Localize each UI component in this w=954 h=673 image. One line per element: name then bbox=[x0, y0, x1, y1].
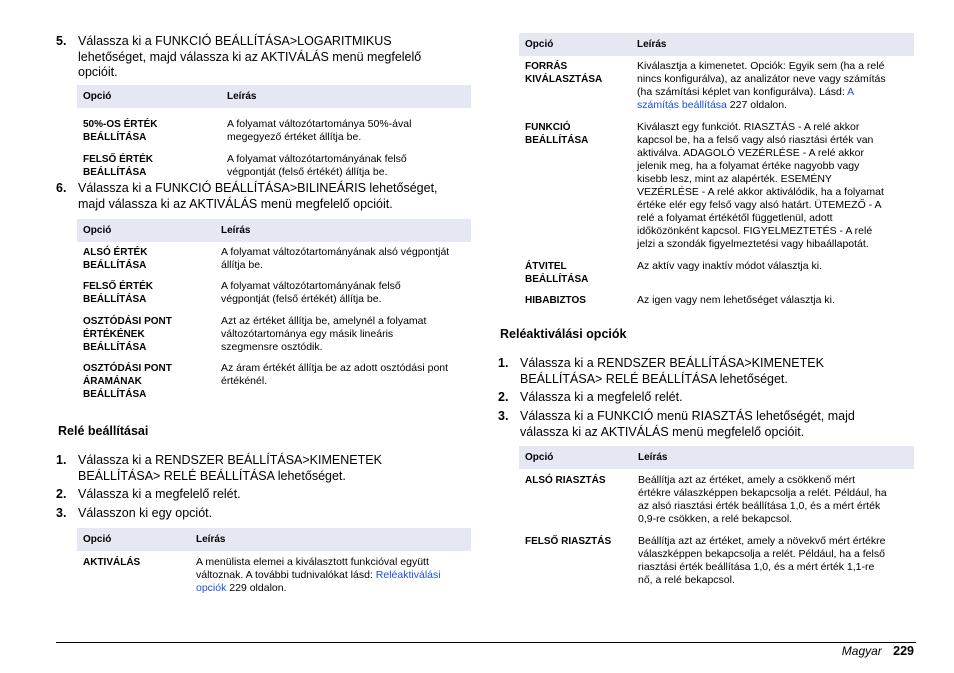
step-text-line: Válassza ki a megfelelő relét. bbox=[78, 487, 241, 501]
step-text-line: Válassza ki a RENDSZER BEÁLLÍTÁSA>KIMENETEK bbox=[520, 356, 824, 370]
table-row bbox=[77, 242, 471, 272]
option-name: FELSŐ ÉRTÉK BEÁLLÍTÁSA bbox=[83, 154, 154, 178]
column-header-option: Opció bbox=[519, 33, 631, 56]
option-description: A menülista elemei a kiválasztott funkcióval együtt változnak. A további tudnivalókat lásd: Reléaktiválási opciók 229 oldalon. bbox=[196, 556, 441, 594]
link-relay-activation-options-cont[interactable]: opciók bbox=[196, 582, 227, 594]
option-description: Az igen vagy nem lehetőséget választja ki. bbox=[637, 294, 835, 306]
table-row bbox=[77, 144, 471, 179]
column-header-description: Leírás bbox=[221, 85, 471, 108]
options-table-alarm bbox=[519, 446, 914, 587]
options-table-relay-setup bbox=[519, 33, 914, 307]
step-text-line: lehetőséget, majd válassza ki az AKTIVÁLÁS menü megfelelő bbox=[78, 49, 422, 64]
option-description: Azt az értéket állítja be, amelynél a folyamat változótartománya egy másik lineáris szegmensre osztódik. bbox=[221, 315, 427, 353]
option-description: Beállítja azt az értéket, amely a növekvő mért értékre válaszképpen bekapcsolja a relét. Például, ha a felső riasztási érték beállítása 1,0, és a mért érték 1,1-re nő, a relé bekapcsol. bbox=[638, 535, 886, 586]
option-description: A folyamat változótartományának felső végpontját (felső értékét) állítja be. bbox=[221, 280, 401, 305]
step-number: 1. bbox=[498, 356, 509, 370]
step-number: 3. bbox=[56, 506, 67, 520]
table-row bbox=[519, 56, 914, 112]
option-name: FELSŐ RIASZTÁS bbox=[525, 536, 612, 547]
step-text-line: opcióit. bbox=[78, 65, 118, 79]
option-name: OSZTÓDÁSI PONT ÉRTÉKÉNEK BEÁLLÍTÁSA bbox=[83, 316, 172, 353]
table-row bbox=[519, 469, 914, 526]
step-text-line: BEÁLLÍTÁSA> RELÉ BEÁLLÍTÁSA lehetőséget. bbox=[520, 371, 788, 386]
step-number: 5. bbox=[56, 34, 67, 48]
link-calculation-settings[interactable]: A bbox=[847, 86, 855, 98]
options-table-bilinear bbox=[77, 219, 471, 401]
step-text-line: Válassza ki a FUNKCIÓ menü RIASZTÁS lehetőségét, majd bbox=[520, 409, 855, 423]
step-number: 2. bbox=[498, 390, 509, 404]
option-description: Kiválaszt egy funkciót. RIASZTÁS - A relé akkor kapcsol be, ha a felső vagy alsó riasztási érték van aktiválva. ADAGOLÓ VEZÉRLÉSE - A relé akkor jelenik meg, ha a folyamat értéke nagyobb vagy kisebb lesz, mint az alapérték. ESEMÉNY VEZÉRLÉSE - A relé akkor aktiválódik, ha a folyamat értéke elér egy felső vagy alsó határt. ÜTEMEZŐ - A relé a folyamat értékétől függetlenül, adott időközönként kapcsol. FIGYELMEZTETÉS - A relé jelzi a szondák figyelmeztetési vagy hibaállapotát. bbox=[637, 121, 884, 250]
option-name: 50%-OS ÉRTÉK BEÁLLÍTÁSA bbox=[83, 119, 158, 143]
step-number: 2. bbox=[56, 487, 67, 501]
step-number: 1. bbox=[56, 453, 67, 467]
section-heading-relay-settings: Relé beállításai bbox=[58, 424, 149, 438]
column-header-option: Opció bbox=[77, 85, 221, 108]
option-description: A folyamat változótartománya 50%-ával megegyező értéket állítja be. bbox=[227, 118, 412, 143]
step-text-line: Válassza ki a megfelelő relét. bbox=[520, 390, 683, 404]
table-row bbox=[519, 286, 914, 307]
section-heading-relay-activation-options: Reléaktiválási opciók bbox=[500, 327, 627, 341]
column-header-option: Opció bbox=[77, 219, 215, 242]
option-description: A folyamat változótartományának alsó végpontját állítja be. bbox=[221, 246, 450, 271]
option-description: Beállítja azt az értéket, amely a csökkenő mért értékre válaszképpen bekapcsolja a relét. Például, ha az alsó riasztási érték beállítása 1,0, és a mért érték 0,9-re csökken, a relé bekapcsol. bbox=[638, 474, 887, 525]
option-name: HIBABIZTOS bbox=[525, 295, 586, 306]
step-text-line: Válassza ki a RENDSZER BEÁLLÍTÁSA>KIMENETEK bbox=[78, 453, 382, 467]
option-name: FELSŐ ÉRTÉK BEÁLLÍTÁSA bbox=[83, 281, 154, 305]
option-description: Az áram értékét állítja be az adott osztódási pont értékénél. bbox=[221, 362, 449, 387]
step-number: 6. bbox=[56, 181, 67, 195]
option-name: AKTIVÁLÁS bbox=[83, 557, 141, 568]
option-name: ALSÓ ÉRTÉK BEÁLLÍTÁSA bbox=[83, 247, 148, 271]
column-header-option: Opció bbox=[77, 528, 190, 551]
option-description: Kiválasztja a kimenetet. Opciók: Egyik sem (ha a relé nincs konfigurálva), az analizátor neve vagy számítás (ha számítási képlet van konfigurálva). Lásd: A számítás beállítása 227 oldalon. bbox=[637, 60, 886, 111]
table-row bbox=[519, 526, 914, 587]
column-header-description: Leírás bbox=[190, 528, 471, 551]
column-header-option: Opció bbox=[519, 446, 632, 469]
option-name: ÁTVITEL BEÁLLÍTÁSA bbox=[525, 261, 589, 285]
option-name: OSZTÓDÁSI PONT ÁRAMÁNAK BEÁLLÍTÁSA bbox=[83, 363, 172, 400]
options-table-logarithmic bbox=[77, 85, 471, 179]
footer-language: Magyar bbox=[841, 644, 882, 658]
link-calculation-settings-cont[interactable]: számítás beállítása bbox=[637, 99, 727, 111]
column-header-description: Leírás bbox=[632, 446, 914, 469]
table-row bbox=[77, 272, 471, 306]
step-text-line: Válassza ki a FUNKCIÓ BEÁLLÍTÁSA>BILINEÁRIS lehetőséget, bbox=[78, 181, 438, 195]
link-relay-activation-options[interactable]: Reléaktiválási bbox=[375, 569, 441, 581]
footer-divider bbox=[56, 642, 916, 643]
column-header-description: Leírás bbox=[631, 33, 914, 56]
table-row bbox=[77, 306, 471, 354]
page-footer bbox=[842, 644, 914, 658]
option-name: FUNKCIÓ BEÁLLÍTÁSA bbox=[525, 122, 589, 146]
column-header-description: Leírás bbox=[215, 219, 471, 242]
step-text-line: Válassza ki a FUNKCIÓ BEÁLLÍTÁSA>LOGARITMIKUS bbox=[78, 34, 392, 48]
option-description: Az aktív vagy inaktív módot választja ki. bbox=[637, 260, 822, 272]
option-name: FORRÁS KIVÁLASZTÁSA bbox=[525, 61, 603, 85]
table-row bbox=[77, 354, 471, 401]
page-number: 229 bbox=[893, 644, 914, 658]
table-row bbox=[77, 108, 471, 144]
option-description: A folyamat változótartományának felső végpontját (felső értékét) állítja be. bbox=[227, 153, 407, 178]
step-text-line: BEÁLLÍTÁSA> RELÉ BEÁLLÍTÁSA lehetőséget. bbox=[78, 468, 346, 483]
table-row bbox=[77, 551, 471, 595]
step-text-line: válassza ki az AKTIVÁLÁS menü megfelelő opcióit. bbox=[520, 424, 805, 439]
option-name: ALSÓ RIASZTÁS bbox=[525, 475, 606, 486]
step-text-line: Válasszon ki egy opciót. bbox=[78, 506, 213, 520]
table-row bbox=[519, 112, 914, 251]
step-text-line: majd válassza ki az AKTIVÁLÁS menü megfelelő opcióit. bbox=[78, 196, 393, 211]
table-row bbox=[519, 251, 914, 286]
step-number: 3. bbox=[498, 409, 509, 423]
options-table-relay bbox=[77, 528, 471, 595]
